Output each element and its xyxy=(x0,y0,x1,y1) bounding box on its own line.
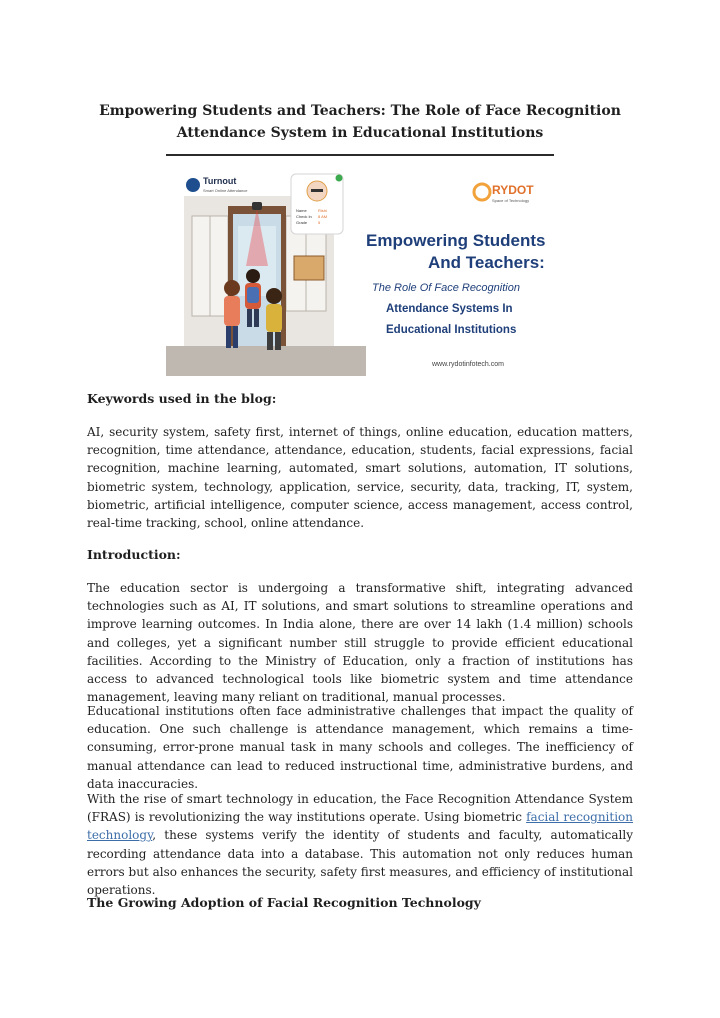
document-title: Empowering Students and Teachers: The Role of Face Recognition Attendance System in Educational Institutions xyxy=(99,103,621,141)
banner-subline3: Educational Institutions xyxy=(386,324,517,336)
svg-text:Name: Name xyxy=(296,208,307,213)
rydot-logo-icon xyxy=(474,184,490,200)
introduction-paragraph-2: Educational institutions often face administrative challenges that impact the quality of education. One such challenge is attendance management, which remains a time-consuming, error-prone manual task in many schools and colleges. The inefficiency of manual attendance can lead to reduced instructional time, administrative burdens, and data inaccuracies. xyxy=(87,704,633,791)
banner-headline-line1: Empowering Students xyxy=(366,231,546,250)
paragraph-text: With the rise of smart technology in education, the Face Recognition Attendance System (FRAS) is revolutionizing the way institutions operate. Using biometric xyxy=(87,792,633,825)
keywords-paragraph: AI, security system, safety first, internet of things, online education, education matters, recognition, time attendance, attendance, education, students, facial expressions, facial recognition, machine learning, automated, smart solutions, automation, IT solutions, biometric system, technology, application, service, security, data, tracking, IT, system, biometric, artificial intelligence, computer science, access management, access control, real-time tracking, school, online attendance. xyxy=(87,425,633,531)
svg-text:5: 5 xyxy=(318,220,321,225)
paragraph-text: , these systems verify the identity of students and faculty, automatically recording attendance data into a database. This automation not only reduces human errors but also enhances the security, safety first measures, and efficiency of institutional operations. xyxy=(87,828,633,898)
keywords-heading: Keywords used in the blog: xyxy=(87,391,277,406)
turnout-brand: Turnout xyxy=(203,176,237,186)
floor xyxy=(166,346,366,376)
face-scanner xyxy=(252,202,262,210)
banner-website: www.rydotinfotech.com xyxy=(432,361,504,368)
facial-recognition-link[interactable]: facial recognition technology xyxy=(87,810,633,843)
banner-subline1: The Role Of Face Recognition xyxy=(372,282,520,294)
introduction-paragraph-1: The education sector is undergoing a transformative shift, integrating advanced technologies such as AI, IT solutions, and smart solutions to streamline operations and improve learning outcomes. In India alone, there are over 14 lakh (1.4 million) schools and colleges, yet a significant number still struggle to provide efficient educational facilities. According to the Ministry of Education, only a fraction of institutions has access to advanced technological tools like biometric system and time attendance management, leaving many reliant on traditional, manual processes. xyxy=(87,581,633,705)
turnout-tagline: Smart Online Attendance xyxy=(203,188,248,193)
svg-text:Grade: Grade xyxy=(296,220,308,225)
svg-text:Check In: Check In xyxy=(296,214,312,219)
introduction-heading: Introduction: xyxy=(87,547,181,562)
turnout-logo-icon xyxy=(186,178,200,192)
banner-illustration xyxy=(166,156,554,376)
banner-subline2: Attendance Systems In xyxy=(386,303,513,315)
blog-banner-image xyxy=(166,154,554,376)
svg-text:Rishi: Rishi xyxy=(318,208,327,213)
svg-text:8 AM: 8 AM xyxy=(318,214,328,219)
banner-headline-line2: And Teachers: xyxy=(428,253,545,272)
growing-adoption-heading: The Growing Adoption of Facial Recognition Technology xyxy=(87,895,481,910)
rydot-brand: RYDOT xyxy=(492,183,534,197)
rydot-tagline: Space of Technology xyxy=(492,198,530,203)
verified-check-icon xyxy=(336,175,343,182)
introduction-paragraph-3 xyxy=(87,790,633,899)
